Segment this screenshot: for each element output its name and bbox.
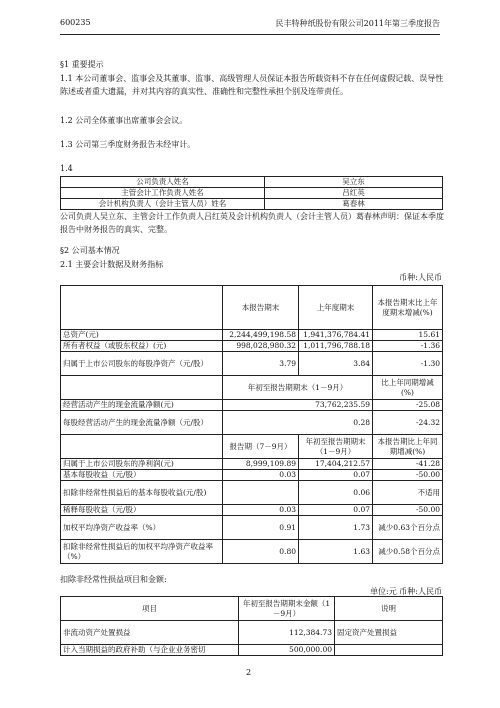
table-row: 每股经营活动产生的现金流量净额（元/股） 0.28 -24.32 [61,411,443,435]
currency-note: 币种:人民币 [399,273,442,282]
table-row: 公司负责人姓名 吴立东 [61,177,443,188]
document-title: 民丰特种纸股份有限公司2011年第三季度报告 [275,19,440,28]
table-row: 年初至报告期期末（1－9月） 比上年同期增减(%) [61,376,443,400]
table-row: 总资产(元) 2,244,499,198.58 1,941,376,784.41 15.61 [61,330,443,341]
table-row: 计入当期损益的政府补助（与企业业务密切 500,000.00 [61,645,443,656]
table-row: 项目 年初至报告期期末金额（1－9月） 说明 [61,597,443,621]
header-rule [60,34,440,35]
table-row: 基本每股收益（元/股） 0.03 0.07 -50.00 [61,470,443,481]
officers-table [60,176,443,210]
table-row: 扣除非经常性损益后的加权平均净资产收益率（%） 0.80 1.63 减少0.58个百分点 [61,540,443,564]
section-1-heading: §1 重要提示 [60,60,104,69]
non-recurring-items-title: 扣除非经常性损益项目和金额: [60,575,167,584]
table-row: 加权平均净资产收益率（%） 0.91 1.73 减少0.63个百分点 [61,516,443,540]
paragraph-1-3: 1.3 公司第三季度财务报告未经审计。 [60,140,196,149]
table-row: 所有者权益（或股东权益）(元) 998,028,980.32 1,011,796,788.18 -1.36 [61,341,443,352]
table-row: 归属于上市公司股东的净利润(元) 8,999,109.89 17,404,212.57 -41.28 [61,459,443,470]
stock-code: 600235 [60,18,91,27]
table-row: 稀释每股收益（元/股） 0.03 0.07 -50.00 [61,505,443,516]
paragraph-1-2: 1.2 公司全体董事出席董事会会议。 [60,116,188,125]
section-2-heading: §2 公司基本情况 [60,246,120,255]
financial-indicators-table [60,285,443,564]
subsection-2-1-heading: 2.1 主要会计数据及财务指标 [60,260,164,269]
table-row: 会计机构负责人（会计主管人员）姓名 葛春林 [61,199,443,210]
officer-declaration: 公司负责人吴立东、主管会计工作负责人吕红英及会计机构负责人（会计主管人员）葛春林声明：保证本季度报告中财务报告的真实、完整。 [60,212,444,234]
page-number: 2 [246,668,252,677]
table-row: 扣除非经常性损益后的基本每股收益(元/股) 0.06 不适用 [61,481,443,505]
table-row: 非流动资产处置损益 112,384.73 固定资产处置损益 [61,621,443,645]
table-row: 主管会计工作负责人姓名 吕红英 [61,188,443,199]
table-row: 经营活动产生的现金流量净额(元) 73,762,235.59 -25.08 [61,400,443,411]
non-recurring-items-table [60,596,443,656]
table-row: 本报告期末 上年度期末 本报告期末比上年度期末增减(%) [61,286,443,330]
paragraph-1-1: 1.1 本公司董事会、监事会及其董事、监事、高级管理人员保证本报告所载资料不存在任何虚假记载、误导性陈述或者重大遗漏，并对其内容的真实性、准确性和完整性承担个别及连带责任。 [60,74,444,96]
table-row: 归属于上市公司股东的每股净资产（元/股） 3.79 3.84 -1.30 [61,352,443,376]
unit-currency-note: 单位:元 币种:人民币 [370,587,442,596]
paragraph-1-4: 1.4 [60,164,73,173]
table-row: 报告期（7－9月） 年初至报告期期末（1－9月） 本报告期比上年同期增减(%) [61,435,443,459]
